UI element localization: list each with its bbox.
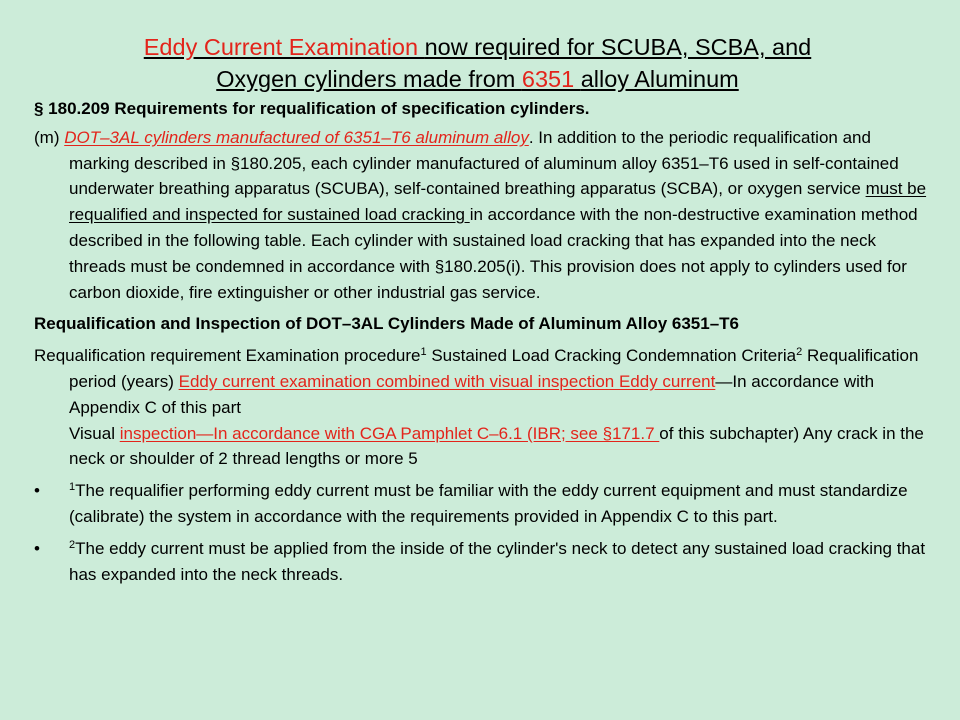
table-text6: of this subchapter) Any crack in the neck or shoulder of 2 thread lengths or more 5 <box>69 423 924 469</box>
slide-title <box>40 31 915 95</box>
table-text1: Requalification requirement Examination procedure <box>34 346 421 366</box>
table-text5: Visual <box>69 423 120 443</box>
footnote-text-1: The requalifier performing eddy current must be familiar with the eddy current equipment and must standardize (calibrate) the system in accordance with the requirements provided in Appendix C to this part. <box>69 481 908 526</box>
title-eddy-current-examination: Eddy Current Examination <box>143 34 425 60</box>
paragraph-m-text2: in accordance with the non-destructive examination method described in the following table. Each cylinder with sustained load cracking that has expanded into the neck threads must be condemned in accordance with §180.205(i). This provision does not apply to cylinders used for carbon dioxide, fire extinguisher or other industrial gas service. <box>69 205 918 302</box>
table-text4: —In accordance with Appendix C of this part <box>69 371 875 417</box>
title-line2-start: Oxygen cylinders made from <box>216 66 522 92</box>
title-line2-end: alloy Aluminum <box>580 66 739 92</box>
footnote-bullet-1 <box>34 478 934 530</box>
cga-pamphlet-link[interactable]: inspection—In accordance with CGA Pamphlet C–6.1 (IBR; see §171.7 <box>119 423 660 443</box>
footnote-ref-2: 2 <box>796 346 803 359</box>
footnote-bullet-2 <box>34 536 934 588</box>
bullet-marker: • <box>34 481 40 501</box>
footnote-number-2: 2 <box>69 538 76 551</box>
dot-3al-link[interactable]: DOT–3AL cylinders manufactured of 6351–T6 aluminum alloy <box>64 127 529 147</box>
bullet-marker: • <box>34 538 40 558</box>
paragraph-m <box>34 125 934 306</box>
paragraph-m-text1: . In addition to the periodic requalification and marking described in §180.205, each cylinder manufactured of aluminum alloy 6351–T6 used in self-contained underwater breathing apparatus (SCUBA), self-contained breathing apparatus (SCBA), or oxygen service <box>69 127 899 199</box>
slide-body <box>34 96 934 587</box>
footnote-ref-1: 1 <box>420 346 427 359</box>
table-text3: Requalification period (years) <box>69 346 919 391</box>
table-paragraph <box>34 343 934 472</box>
table-heading: Requalification and Inspection of DOT–3AL Cylinders Made of Aluminum Alloy 6351–T6 <box>34 314 739 334</box>
eddy-current-examination-link[interactable]: Eddy current examination combined with visual inspection Eddy current <box>178 371 716 391</box>
paragraph-m-label: (m) <box>34 127 65 147</box>
title-line1-rest: now required for SCUBA, SCBA, and <box>424 34 812 60</box>
footnote-text-2: The eddy current must be applied from the inside of the cylinder's neck to detect any sustained load cracking that has expanded into the neck threads. <box>69 538 926 584</box>
footnote-number-1: 1 <box>69 481 76 494</box>
paragraph-m-requirement: must be requalified and inspected for sustained load cracking <box>69 179 927 225</box>
title-alloy-number: 6351 <box>521 66 581 92</box>
section-heading: § 180.209 Requirements for requalification of specification cylinders. <box>34 99 590 118</box>
table-text2: Sustained Load Cracking Condemnation Criteria <box>426 346 797 366</box>
